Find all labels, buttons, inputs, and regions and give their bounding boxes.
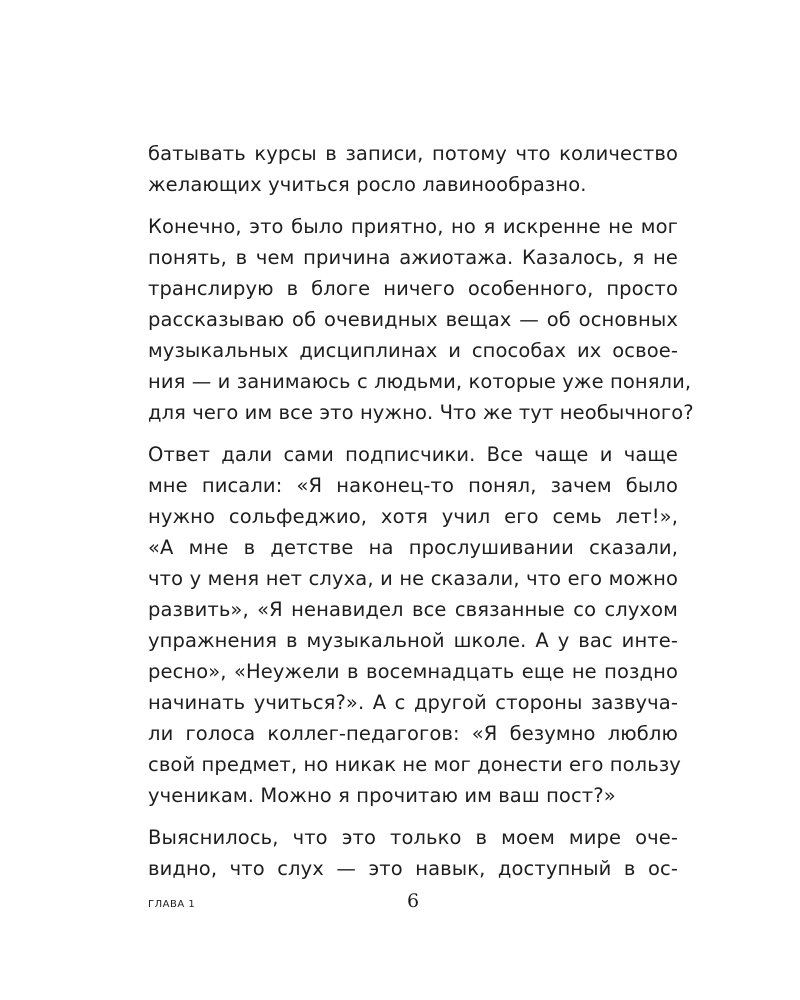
body-text [148, 138, 694, 884]
text-line: понять, в чем причина ажиотажа. Казалось, я не [148, 246, 678, 269]
text-line: Ответ дали сами подписчики. Все чаще и чаще [148, 443, 678, 466]
text-line: упражнения в музыкальной школе. А у вас инте- [148, 629, 678, 652]
text-line: развить», «Я ненавидел все связанные со слухом [148, 598, 678, 621]
text-line: свой предмет, но никак не мог донести его пользу [148, 753, 681, 776]
paragraph [148, 822, 678, 884]
text-line: Конечно, это было приятно, но я искренне не мог [148, 215, 678, 238]
text-line: начинать учиться?». А с другой стороны зазвуча- [148, 691, 678, 714]
text-line: ли голоса коллег-педагогов: «Я безумно люблю [148, 722, 678, 745]
text-line: для чего им все это нужно. Что же тут необычного? [148, 401, 694, 424]
paragraph [148, 439, 681, 811]
text-line: нужно сольфеджио, хотя учил его семь лет!», [148, 505, 678, 528]
text-line: музыкальных дисциплинах и способах их освое- [148, 339, 678, 362]
text-line: ния — и занимаюсь с людьми, которые уже поняли, [148, 370, 692, 393]
text-line: что у меня нет слуха, и не сказали, что его можно [148, 567, 678, 590]
paragraph [148, 211, 694, 428]
chapter-label: ГЛАВА 1 [148, 899, 196, 910]
text-line: Выяснилось, что это только в моем мире оче- [148, 826, 678, 849]
text-line: ресно», «Неужели в восемнадцать еще не поздно [148, 660, 678, 683]
text-line: мне писали: «Я наконец-то понял, зачем было [148, 474, 678, 497]
text-line: «А мне в детстве на прослушивании сказали, [148, 536, 678, 559]
text-line: ученикам. Можно я прочитаю им ваш пост?» [148, 784, 616, 807]
text-line: батывать курсы в записи, потому что количество [148, 142, 678, 165]
text-line: рассказываю об очевидных вещах — об основных [148, 308, 678, 331]
text-line: транслирую в блоге ничего особенного, просто [148, 277, 678, 300]
paragraph [148, 138, 678, 200]
text-line: видно, что слух — это навык, доступный в ос- [148, 857, 678, 880]
page-number: 6 [406, 890, 420, 912]
text-line: желающих учиться росло лавинообразно. [148, 173, 587, 196]
